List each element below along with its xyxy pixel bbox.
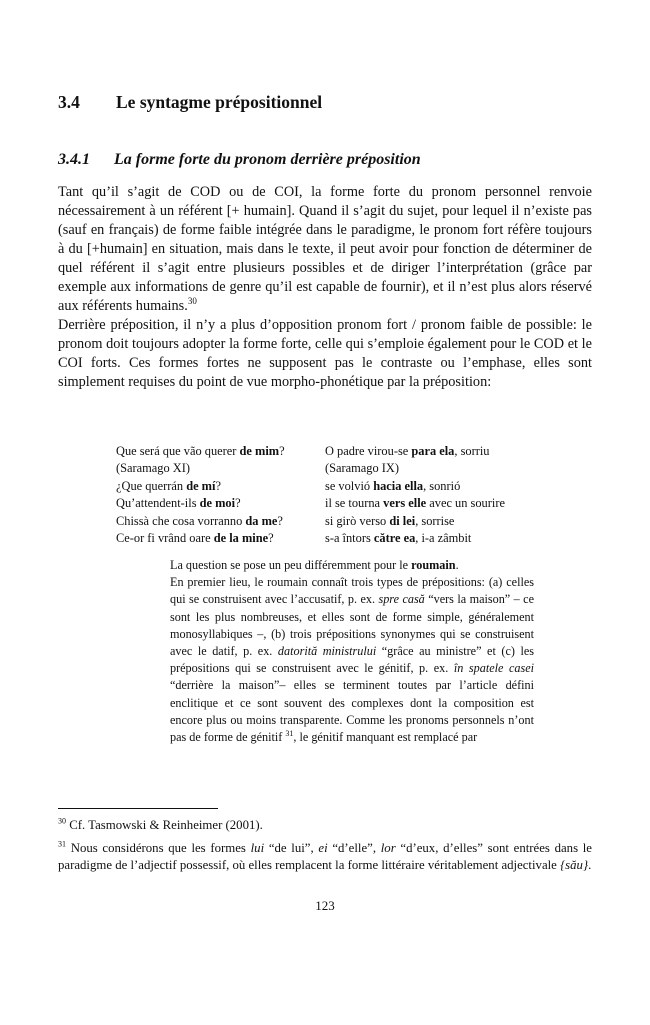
romanian-note-box bbox=[170, 557, 534, 746]
section-heading bbox=[58, 92, 322, 113]
example-romanian-question: Ce-or fi vrând oare de la mine? bbox=[116, 531, 274, 546]
example-row bbox=[116, 460, 505, 477]
footnotes bbox=[58, 817, 592, 880]
example-italian-question: Chissà che cosa vorranno da me? bbox=[116, 513, 283, 528]
paragraph-1 bbox=[58, 183, 592, 316]
example-source-left: (Saramago XI) bbox=[116, 461, 190, 476]
paragraph-2: Derrière préposition, il n’y a plus d’opposition pronom fort / pronom faible de possible: le pronom doit toujours adopter la forme forte, celle qui s’emploie également pour le COD et le COI forts. Ces formes fortes ne supposent pas le contraste ou l’emphase, elles sont simplement requises du point de vue morpho-phonétique par la préposition: bbox=[58, 317, 592, 390]
example-italian-answer: si girò verso di lei, sorrise bbox=[325, 513, 455, 528]
example-french-answer: il se tourna vers elle avec un sourire bbox=[325, 496, 505, 511]
example-portuguese-question: Que será que vão querer de mim? bbox=[116, 444, 285, 458]
page-number: 123 bbox=[315, 898, 335, 913]
section-number: 3.4 bbox=[58, 92, 80, 112]
example-spanish-question: ¿Que querrán de mí? bbox=[116, 478, 221, 493]
footnote-ref-30[interactable]: 30 bbox=[187, 296, 197, 307]
box-text: En premier lieu, le roumain connaît trois types de prépositions: (a) celles qui se construisent avec l’accusatif, p. ex. spre casă “vers la maison” – ce sont les plus nombreuses, et elles sont de forme simple, généralement monosyllabiques –, (b) trois prépositions synonymes qui se construisent avec le datif, p. ex. datorită ministrului “grâce au ministre” et (c) les prépositions qui se construisent avec le génitif, p. ex. în spatele casei “derrière la maison”– elles se terminent toutes par l’article défini enclitique et ce sont souvent des complexes dont la composition est encore plus ou moins transparente. Comme les pronoms personnels n’ont pas de forme de génitif $^{31}$, le génitif manquant est remplacé par bbox=[170, 575, 535, 745]
example-row bbox=[116, 513, 505, 530]
paragraph-1-text: Tant qu’il s’agit de COD ou de COI, la forme forte du pronom personnel renvoie nécessairement à un référent [+ humain]. Quand il s’agit du sujet, pour lequel il n’existe pas (sauf en français) de forme faible intégrée dans le paradigme, le pronom fort réfère toujours à du [+humain] en situation, mais dans le texte, il peut avoir pour fonction de déterminer de quel référent il s’agit entre plusieurs possibles et de diriger l’interprétation (grâce par exemple aux informations de genre qu’il est capable de fournir), et il n’est plus alors réservé aux référents humains. bbox=[58, 184, 592, 314]
example-row bbox=[116, 495, 505, 512]
footnote-ref-31[interactable]: 31 bbox=[285, 728, 294, 738]
example-row bbox=[116, 530, 505, 547]
example-romanian-answer: s-a întors către ea, i-a zâmbit bbox=[325, 531, 472, 546]
example-row bbox=[116, 443, 505, 460]
example-source-right: (Saramago IX) bbox=[325, 461, 399, 476]
examples-block bbox=[116, 443, 505, 547]
example-portuguese-answer: O padre virou-se para ela, sorriu bbox=[325, 444, 490, 458]
body-text bbox=[58, 183, 592, 392]
section-title: Le syntagme prépositionnel bbox=[116, 92, 323, 112]
example-french-question: Qu’attendent-ils de moi? bbox=[116, 496, 241, 511]
example-spanish-answer: se volvió hacia ella, sonrió bbox=[325, 478, 461, 493]
subsection-title: La forme forte du pronom derrière préposition bbox=[114, 151, 421, 168]
example-row bbox=[116, 478, 505, 495]
box-intro: La question se pose un peu différemment pour le roumain. bbox=[170, 558, 459, 572]
footnote-divider bbox=[58, 808, 218, 809]
footnote-31: $^{31}$ Nous considérons que les formes lui “de lui”, ei “d’elle”, lor “d’eux, d’elles” sont entrées dans le paradigme de l’adjectif possessif, où elles remplacent la forme littéraire véritablement adjectivale {său}. bbox=[58, 839, 592, 872]
subsection-number: 3.4.1 bbox=[58, 151, 90, 168]
subsection-heading bbox=[58, 151, 421, 169]
footnote-30: $^{30}$ Cf. Tasmowski & Reinheimer (2001). bbox=[58, 816, 263, 832]
